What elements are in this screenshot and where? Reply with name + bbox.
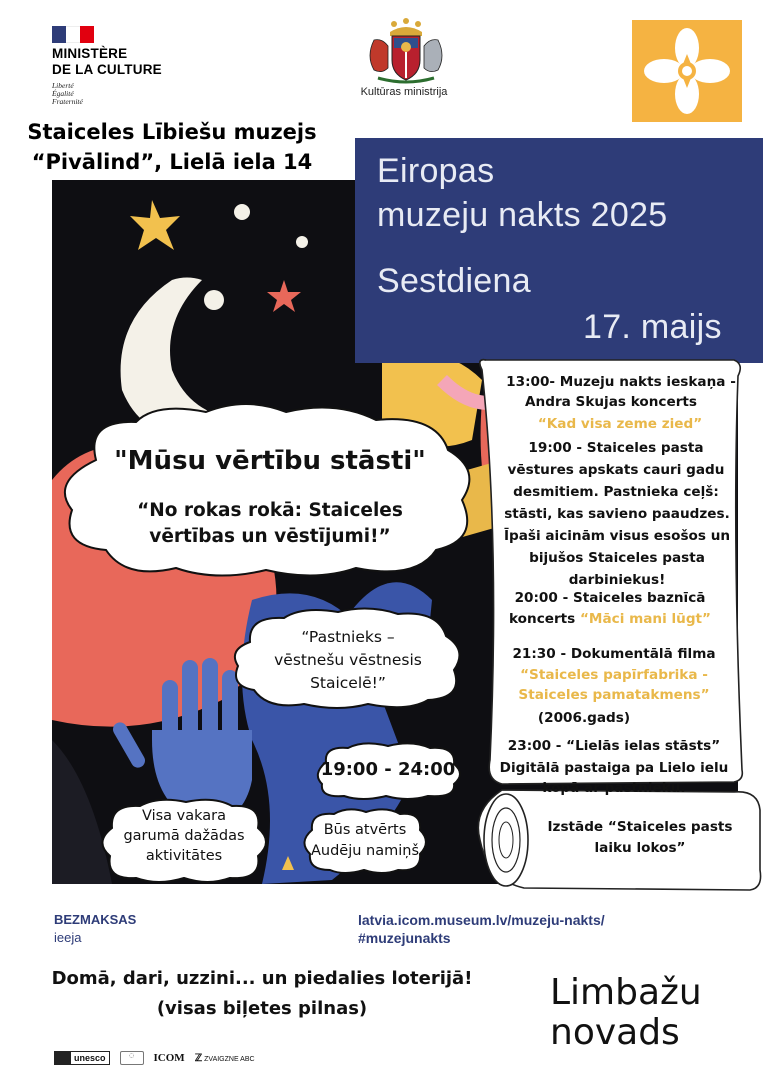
exhibition-line1: Izstāde “Staiceles pasts [547,819,733,835]
icom-logo: ICOM [153,1052,185,1064]
title-muzeju-nakts: muzeju nakts 2025 [377,196,668,234]
main-cloud [56,400,482,580]
sched-l9: bijušos Staiceles pasta [529,550,705,566]
ministere-line2: DE LA CULTURE [52,62,162,77]
unesco-temple-icon [55,1052,71,1064]
limbazu-line2: novads [550,1012,680,1053]
french-flag-icon [52,26,94,43]
motto-egalite: Égalité [52,89,74,98]
activities-line3: aktivitātes [145,848,223,864]
zvaigzne-logo [195,1053,255,1064]
activities-line1: Visa vakara [141,808,227,824]
sched-l19: kopā ar pastnieku. [542,780,686,796]
lottery-line1: Domā, dari, uzzini... un piedalies loterijā! [51,968,473,989]
postman-line3: Staicelē!” [310,674,386,692]
flower-logo-icon [632,20,742,122]
main-cloud-title: "Mūsu vērtību stāsti" [114,446,426,476]
exhibition-line2: laiku lokos” [594,840,686,856]
lottery-line2: (visas biļetes pilnas) [156,998,368,1019]
sched-andra-skujas: Andra Skujas koncerts [525,394,697,410]
white-dot [234,204,250,220]
sched-kad-visa-zeme-zied: “Kad visa zeme zied” [537,416,703,432]
title-date: 17. maijs [583,308,722,346]
main-cloud-sub1: “No rokas rokā: Staiceles [137,500,403,521]
sched-maci-mani-lugt: “Māci mani lūgt” [580,611,711,627]
sched-l8: Īpaši aicinām visus esošos un [503,528,731,544]
website-link[interactable]: latvia.icom.museum.lv/muzeju-nakts/ [358,912,605,928]
house-line2: Audēju namiņš [310,843,420,859]
sched-2006: (2006.gads) [537,710,631,726]
free-label: BEZMAKSAS [54,912,137,927]
sched-21-30: 21:30 - Dokumentālā filma [512,646,716,662]
sched-film-title-2: Staiceles pamatakmens” [518,687,710,703]
sched-l5: vēstures apskats cauri gadu [507,462,725,478]
venue-line1: Staiceles Lībiešu muzejs [27,120,317,144]
sched-20-00: 20:00 - Staiceles baznīcā [514,590,706,606]
kulturas-ministrija-label: Kultūras ministrija [360,86,448,98]
entry-label: ieeja [54,930,82,945]
zvaigzne-mark-icon: ℤ [194,1052,203,1064]
postman-line2: vēstnešu vēstnesis [274,651,422,669]
sched-koncerts [486,609,734,629]
main-cloud-sub2: vērtības un vēstījumi!” [149,526,391,547]
sched-19-00: 19:00 - Staiceles pasta [528,440,704,456]
venue-line2: “Pivālind”, Lielā iela 14 [31,150,313,174]
zvaigzne-label: ZVAIGZNE ABC [204,1055,255,1063]
hashtag: #muzejunakts [358,930,451,946]
sched-film-title-1: “Staiceles papīrfabrika - [520,667,708,683]
house-cloud [300,808,430,874]
motto-fraternite: Fraternité [52,97,83,106]
limbazu-line1: Limbažu [550,972,702,1013]
sched-23-00: 23:00 - “Lielās ielas stāsts” [507,738,721,754]
sched-l7: stāsti, kas savieno paaudzes. [504,506,730,522]
house-line1: Būs atvērts [323,822,407,838]
sched-l10: darbiniekus! [568,572,666,588]
activities-line2: garumā dažādas [123,828,245,844]
unesco-logo [54,1051,110,1065]
title-eiropas: Eiropas [377,152,495,190]
postman-line1: “Pastnieks – [301,628,395,646]
motto-liberte: Liberté [52,81,74,90]
sched-l18: Digitālā pastaiga pa Lielo ielu [499,760,729,776]
unesco-label: unesco [74,1053,106,1063]
sched-koncerts-label: koncerts [509,611,580,627]
ministere-line1: MINISTÈRE [52,46,128,61]
sched-l6: desmitiem. Pastnieka ceļš: [513,484,719,500]
latvia-coat-of-arms-icon [360,16,452,86]
sched-13-00: 13:00- Muzeju nakts ieskaņa - [506,374,736,390]
title-sestdiena: Sestdiena [377,262,531,300]
partner-logos [54,1050,255,1066]
time-range: 19:00 - 24:00 [320,759,456,780]
title-panel [355,138,763,363]
council-of-europe-logo: ◌ [120,1051,144,1065]
